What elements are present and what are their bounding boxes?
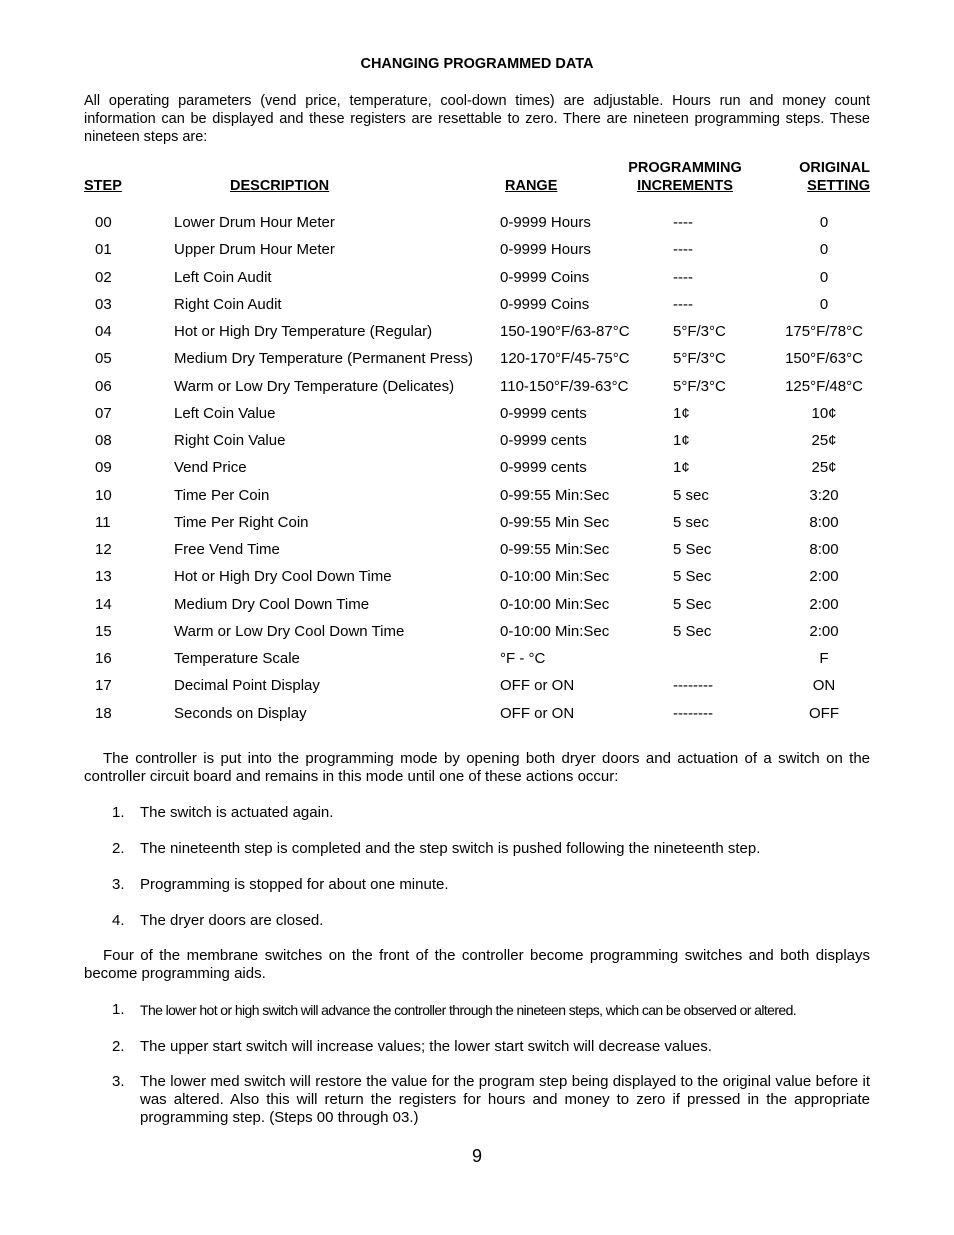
increments-cell: 5 Sec: [673, 568, 712, 585]
list-item-text: The lower hot or high switch will advance the controller through the nineteen steps, which can be observed or altered.: [140, 1002, 797, 1018]
table-row: [0, 323, 954, 350]
table-row: [0, 405, 954, 432]
step-cell: 16: [95, 650, 112, 667]
description-cell: Decimal Point Display: [174, 677, 320, 694]
list-item-number: 1.: [112, 804, 125, 821]
original-setting-cell: 150°F/63°C: [785, 350, 863, 367]
original-setting-cell: 25¢: [811, 432, 837, 449]
header-range: RANGE: [505, 178, 558, 194]
description-cell: Right Coin Value: [174, 432, 286, 449]
step-cell: 05: [95, 350, 112, 367]
range-cell: OFF or ON: [500, 705, 575, 722]
header-original-setting: ORIGINAL SETTING: [799, 160, 870, 194]
description-cell: Time Per Right Coin: [174, 514, 309, 531]
step-cell: 13: [95, 568, 112, 585]
description-cell: Medium Dry Temperature (Permanent Press): [174, 350, 473, 367]
step-cell: 06: [95, 378, 112, 395]
original-setting-cell: 3:20: [809, 487, 839, 504]
list-item-text: The switch is actuated again.: [140, 804, 334, 821]
description-cell: Seconds on Display: [174, 705, 307, 722]
step-cell: 10: [95, 487, 112, 504]
increments-cell: 5°F/3°C: [673, 323, 726, 340]
header-step: STEP: [84, 178, 122, 194]
range-cell: 0-9999 Coins: [500, 269, 590, 286]
range-cell: 0-9999 Hours: [500, 241, 591, 258]
step-cell: 08: [95, 432, 112, 449]
header-description: DESCRIPTION: [230, 178, 330, 194]
switches-paragraph: Four of the membrane switches on the front of the controller become programming switches and both displays become programming aids.: [84, 947, 870, 982]
list-item-number: 2.: [112, 840, 125, 857]
table-row: [0, 623, 954, 650]
table-row: [0, 705, 954, 732]
table-row: [0, 241, 954, 268]
step-cell: 12: [95, 541, 112, 558]
table-row: [0, 459, 954, 486]
range-cell: 0-9999 Hours: [500, 214, 591, 231]
description-cell: Free Vend Time: [174, 541, 280, 558]
range-cell: 0-99:55 Min:Sec: [500, 541, 610, 558]
range-cell: 0-10:00 Min:Sec: [500, 623, 610, 640]
table-row: [0, 296, 954, 323]
description-cell: Hot or High Dry Cool Down Time: [174, 568, 392, 585]
list-item-text: Programming is stopped for about one minute.: [140, 876, 449, 893]
page-title: CHANGING PROGRAMMED DATA: [360, 56, 594, 72]
original-setting-cell: 2:00: [809, 623, 839, 640]
list-item-text: The upper start switch will increase values; the lower start switch will decrease values.: [140, 1038, 712, 1055]
description-cell: Left Coin Value: [174, 405, 276, 422]
list-item-text: The dryer doors are closed.: [140, 912, 324, 929]
table-row: [0, 677, 954, 704]
increments-cell: ----: [673, 214, 693, 231]
step-cell: 07: [95, 405, 112, 422]
table-row: [0, 269, 954, 296]
list-item-number: 4.: [112, 912, 125, 929]
original-setting-cell: 8:00: [809, 514, 839, 531]
intro-paragraph: All operating parameters (vend price, temperature, cool-down times) are adjustable. Hours run and money count information can be displayed and these registers are resettable to zero. There are nineteen programming steps. These nineteen steps are:: [84, 93, 870, 145]
original-setting-cell: ON: [812, 677, 836, 694]
original-setting-cell: 25¢: [811, 459, 837, 476]
step-cell: 15: [95, 623, 112, 640]
original-setting-cell: 2:00: [809, 596, 839, 613]
table-row: [0, 541, 954, 568]
increments-cell: --------: [673, 705, 713, 722]
description-cell: Left Coin Audit: [174, 269, 272, 286]
original-setting-cell: OFF: [809, 705, 839, 722]
original-setting-cell: 0: [819, 296, 829, 313]
increments-cell: 5 sec: [673, 514, 709, 531]
description-cell: Vend Price: [174, 459, 247, 476]
step-cell: 04: [95, 323, 112, 340]
step-cell: 02: [95, 269, 112, 286]
original-setting-cell: 175°F/78°C: [785, 323, 863, 340]
range-cell: 0-99:55 Min:Sec: [500, 487, 610, 504]
increments-cell: 5 sec: [673, 487, 709, 504]
table-row: [0, 214, 954, 241]
increments-cell: 5 Sec: [673, 596, 712, 613]
header-increments: PROGRAMMING INCREMENTS: [628, 160, 742, 194]
increments-cell: ----: [673, 241, 693, 258]
original-setting-cell: 0: [819, 241, 829, 258]
increments-cell: 1¢: [673, 405, 690, 422]
step-cell: 14: [95, 596, 112, 613]
range-cell: 0-9999 cents: [500, 432, 587, 449]
range-cell: 0-99:55 Min Sec: [500, 514, 610, 531]
table-row: [0, 514, 954, 541]
description-cell: Medium Dry Cool Down Time: [174, 596, 370, 613]
increments-cell: --------: [673, 677, 713, 694]
table-row: [0, 487, 954, 514]
programming-mode-paragraph: The controller is put into the programming mode by opening both dryer doors and actuation of a switch on the controller circuit board and remains in this mode until one of these actions occur:: [84, 750, 870, 785]
increments-cell: ----: [673, 269, 693, 286]
step-cell: 18: [95, 705, 112, 722]
page-number: 9: [471, 1146, 482, 1166]
original-setting-cell: 125°F/48°C: [785, 378, 863, 395]
original-setting-cell: 10¢: [811, 405, 837, 422]
original-setting-cell: 0: [819, 214, 829, 231]
table-row: [0, 596, 954, 623]
increments-cell: 5°F/3°C: [673, 350, 726, 367]
step-cell: 17: [95, 677, 112, 694]
increments-cell: 1¢: [673, 459, 690, 476]
list-item-number: 3.: [112, 1073, 125, 1090]
description-cell: Lower Drum Hour Meter: [174, 214, 335, 231]
increments-cell: 5 Sec: [673, 541, 712, 558]
table-row: [0, 378, 954, 405]
description-cell: Right Coin Audit: [174, 296, 282, 313]
range-cell: 110-150°F/39-63°C: [500, 378, 629, 395]
list-item-text: The lower med switch will restore the value for the program step being displayed to the original value before it was altered. Also this will return the registers for hours and money to zero if pressed in the appropriate programming step. (Steps 00 through 03.): [140, 1073, 870, 1126]
step-cell: 01: [95, 241, 112, 258]
step-cell: 00: [95, 214, 112, 231]
increments-cell: ----: [673, 296, 693, 313]
increments-cell: 5°F/3°C: [673, 378, 726, 395]
description-cell: Upper Drum Hour Meter: [174, 241, 335, 258]
range-cell: °F - °C: [500, 650, 546, 667]
range-cell: 150-190°F/63-87°C: [500, 323, 630, 340]
range-cell: 120-170°F/45-75°C: [500, 350, 630, 367]
table-row: [0, 350, 954, 377]
increments-cell: 5 Sec: [673, 623, 712, 640]
description-cell: Warm or Low Dry Temperature (Delicates): [174, 378, 455, 395]
list-item-number: 2.: [112, 1038, 125, 1055]
list-item-text: The nineteenth step is completed and the step switch is pushed following the nineteenth step.: [140, 840, 761, 857]
original-setting-cell: 8:00: [809, 541, 839, 558]
original-setting-cell: 0: [819, 269, 829, 286]
range-cell: 0-9999 cents: [500, 405, 587, 422]
table-row: [0, 568, 954, 595]
description-cell: Time Per Coin: [174, 487, 270, 504]
original-setting-cell: 2:00: [809, 568, 839, 585]
description-cell: Warm or Low Dry Cool Down Time: [174, 623, 405, 640]
description-cell: Temperature Scale: [174, 650, 300, 667]
description-cell: Hot or High Dry Temperature (Regular): [174, 323, 433, 340]
increments-cell: 1¢: [673, 432, 690, 449]
list-item-number: 3.: [112, 876, 125, 893]
step-cell: 09: [95, 459, 112, 476]
table-row: [0, 650, 954, 677]
original-setting-cell: F: [819, 650, 829, 667]
range-cell: 0-9999 Coins: [500, 296, 590, 313]
range-cell: OFF or ON: [500, 677, 575, 694]
table-row: [0, 432, 954, 459]
range-cell: 0-9999 cents: [500, 459, 587, 476]
range-cell: 0-10:00 Min:Sec: [500, 568, 610, 585]
step-cell: 11: [95, 514, 111, 531]
range-cell: 0-10:00 Min:Sec: [500, 596, 610, 613]
step-cell: 03: [95, 296, 112, 313]
list-item-number: 1.: [112, 1001, 125, 1018]
